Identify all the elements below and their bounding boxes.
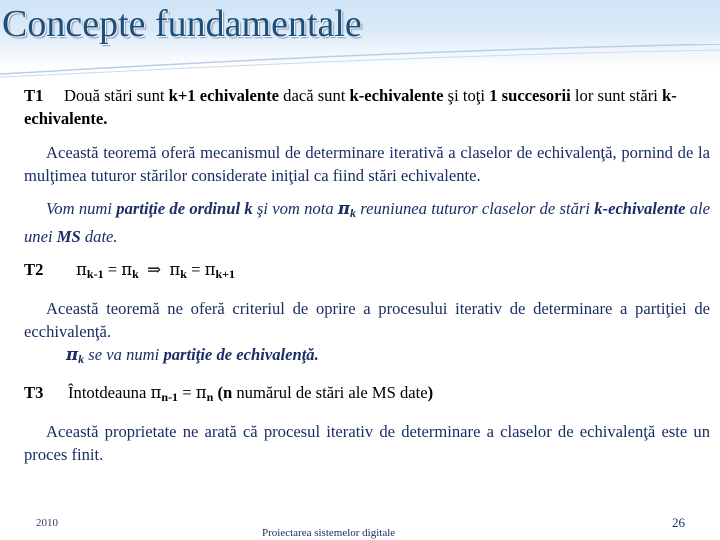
p2-text-a: Vom numi [46,199,117,218]
pi-symbol: π [169,260,181,279]
t1-tag: T1 [24,86,44,105]
footer-course-title: Proiectarea sistemelor digitale [262,527,396,539]
p2-text-c: şi vom nota [252,199,338,218]
title-wave-decoration [0,44,720,84]
pi-subscript: k [180,267,187,281]
paragraph-mechanism: Această teoremă oferă mecanismul de determinare iterativă a claselor de echivalenţă, pornind de la mulţimea tuturor stărilor considerate iniţial ca fiind stări echivalente. [24,143,710,185]
theorem-t3 [24,381,710,409]
pi-symbol: π [337,198,351,218]
paragraph-stop-criterion: Această teoremă ne oferă criteriul de oprire a procesului iterativ de determinare a partiţiei de ecchivalenţă. [24,299,710,341]
paragraph-partition-definition [24,197,710,248]
pi-symbol: π [204,260,216,279]
pi-subscript: n [206,390,214,404]
p2-text-g: MS [56,227,81,246]
theorem-t1 [24,84,710,130]
slide-content [24,84,710,466]
t1-text-3: dacă sunt [279,86,350,105]
t3-text-c: n [223,383,233,402]
t1-text-2: k+1 echivalente [168,86,280,105]
t1-text-6: 1 succesorii [489,86,571,105]
t2-tag: T2 [24,260,44,279]
pi-symbol: π [150,383,162,402]
t1-text-5: şi toţi [443,86,490,105]
t1-text-1: Două stări sunt [64,86,169,105]
p2-text-d: reuniunea tuturor claselor de stări [356,199,595,218]
pi-symbol: π [121,260,133,279]
equals-sign: = [103,260,122,279]
pi-subscript: k [350,206,357,220]
p2-text-e: k-echivalente [594,199,686,218]
pi-subscript: k-1 [86,267,104,281]
p2-text-h: date. [80,227,118,246]
pi-subscript: k+1 [215,267,235,281]
t1-text-8: k-echivalente. [24,86,677,128]
pi-subscript: k [132,267,139,281]
t1-text-4: k-echivalente [349,86,444,105]
footer-year: 2010 [36,517,58,529]
t3-tag: T3 [24,383,44,402]
pi-subscript: n-1 [161,390,179,404]
t3-text-d: numărul de stări ale MS date [232,383,428,402]
t3-text-b: ( [213,383,223,402]
pi-subscript: k [78,352,85,366]
paragraph-finite-process: Această proprietate ne arată că procesul iterativ de determinare a claselor de echivalenţă este un proces finit. [24,422,710,464]
t3-text-a: Întotdeauna [68,383,151,402]
t1-text-7: lor sunt stări [570,86,663,105]
t3-text-e: ) [427,383,434,402]
slide-title: Concepte fundamentale [2,3,362,45]
pi-symbol: π [76,260,87,279]
p2-text-f: ale unei [24,199,711,246]
pi-symbol: π [195,383,207,402]
footer-page-number: 26 [672,515,685,530]
pi-symbol: π [66,344,79,364]
theorem-t2 [24,258,710,286]
implies-arrow: ⇒ [147,260,162,279]
p2-text-b: partiţie de ordinul k [116,199,253,218]
paragraph-equivalence-partition [66,343,710,371]
p4-text-b: partiţie de echivalenţă. [163,345,319,364]
equals-sign: = [186,260,205,279]
p4-text-a: se va numi [84,345,164,364]
equals-sign: = [178,383,196,402]
